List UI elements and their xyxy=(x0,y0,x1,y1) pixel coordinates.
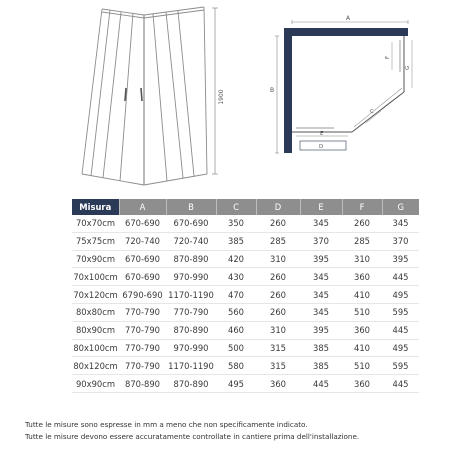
col-header-f: F xyxy=(342,199,382,215)
plan-view-drawing xyxy=(262,10,422,160)
table-cell: 350 xyxy=(216,215,256,232)
table-cell: 870-890 xyxy=(166,375,216,393)
table-cell: 470 xyxy=(216,286,256,304)
table-cell: 870-890 xyxy=(166,250,216,268)
dim-label-c: C xyxy=(370,109,374,115)
table-row xyxy=(72,215,419,232)
table-cell-misura: 70x100cm xyxy=(72,268,119,286)
table-cell-misura: 90x90cm xyxy=(72,375,119,393)
table-cell: 410 xyxy=(342,339,382,357)
table-row xyxy=(72,232,419,250)
height-label: 1900 xyxy=(218,89,225,105)
table-cell: 385 xyxy=(300,357,342,375)
table-cell: 670-690 xyxy=(166,215,216,232)
table-cell: 360 xyxy=(342,321,382,339)
dim-label-a: A xyxy=(346,15,351,22)
table-row xyxy=(72,286,419,304)
wall-top xyxy=(284,28,408,36)
table-cell: 445 xyxy=(382,268,419,286)
col-header-e: E xyxy=(300,199,342,215)
table-cell: 395 xyxy=(382,250,419,268)
table-cell-misura: 70x120cm xyxy=(72,286,119,304)
door-handle-left xyxy=(125,88,126,101)
table-cell: 260 xyxy=(256,215,300,232)
table-cell: 370 xyxy=(382,232,419,250)
footnotes xyxy=(25,419,445,442)
dim-label-d: D xyxy=(319,144,324,150)
table-cell: 420 xyxy=(216,250,256,268)
table-cell: 670-690 xyxy=(119,215,166,232)
table-cell: 260 xyxy=(342,215,382,232)
table-cell: 285 xyxy=(342,232,382,250)
shower-enclosure-drawing xyxy=(40,2,240,192)
table-cell: 360 xyxy=(342,375,382,393)
table-row xyxy=(72,339,419,357)
table-cell: 345 xyxy=(300,286,342,304)
table-cell: 510 xyxy=(342,303,382,321)
wall-left xyxy=(284,28,292,153)
table-cell: 870-890 xyxy=(119,375,166,393)
table-cell: 430 xyxy=(216,268,256,286)
table-cell-misura: 70x90cm xyxy=(72,250,119,268)
table-cell: 410 xyxy=(342,286,382,304)
table-cell: 595 xyxy=(382,303,419,321)
table-cell: 445 xyxy=(300,375,342,393)
dim-label-e: E xyxy=(320,131,324,137)
table-cell: 345 xyxy=(382,215,419,232)
table-cell: 310 xyxy=(342,250,382,268)
table-cell: 500 xyxy=(216,339,256,357)
col-header-b: B xyxy=(166,199,216,215)
size-table xyxy=(72,199,419,393)
table-cell: 315 xyxy=(256,357,300,375)
table-row xyxy=(72,303,419,321)
table-cell: 315 xyxy=(256,339,300,357)
table-cell: 345 xyxy=(300,268,342,286)
table-cell: 395 xyxy=(300,250,342,268)
table-cell: 310 xyxy=(256,250,300,268)
table-cell: 360 xyxy=(342,268,382,286)
col-header-a: A xyxy=(119,199,166,215)
table-cell: 970-990 xyxy=(166,339,216,357)
table-cell: 345 xyxy=(300,215,342,232)
footnote-line: Tutte le misure devono essere accuratamente controllate in cantiere prima dell'installazione. xyxy=(25,431,360,441)
table-cell: 510 xyxy=(342,357,382,375)
table-cell: 970-990 xyxy=(166,268,216,286)
table-cell: 260 xyxy=(256,286,300,304)
table-cell: 1170-1190 xyxy=(166,286,216,304)
table-row xyxy=(72,321,419,339)
table-cell: 345 xyxy=(300,303,342,321)
table-cell-misura: 80x90cm xyxy=(72,321,119,339)
table-cell-misura: 80x80cm xyxy=(72,303,119,321)
table-cell: 260 xyxy=(256,303,300,321)
table-cell: 260 xyxy=(256,268,300,286)
table-cell-misura: 80x100cm xyxy=(72,339,119,357)
table-cell: 495 xyxy=(382,286,419,304)
table-cell: 670-690 xyxy=(119,268,166,286)
table-cell: 445 xyxy=(382,321,419,339)
table-cell: 360 xyxy=(256,375,300,393)
table-cell: 770-790 xyxy=(119,303,166,321)
table-cell: 495 xyxy=(382,339,419,357)
table-cell: 770-790 xyxy=(119,339,166,357)
footnote-line: Tutte le misure sono espresse in mm a meno che non specificamente indicato. xyxy=(25,420,308,429)
table-cell: 385 xyxy=(216,232,256,250)
table-cell-misura: 80x120cm xyxy=(72,357,119,375)
table-cell: 870-890 xyxy=(166,321,216,339)
table-cell: 460 xyxy=(216,321,256,339)
table-cell: 670-690 xyxy=(119,250,166,268)
table-cell-misura: 70x70cm xyxy=(72,215,119,232)
table-row xyxy=(72,375,419,393)
dim-label-g: G xyxy=(405,65,411,70)
table-row xyxy=(72,357,419,375)
dim-label-f: F xyxy=(385,55,391,59)
col-header-d: D xyxy=(256,199,300,215)
table-cell-misura: 75x75cm xyxy=(72,232,119,250)
table-row xyxy=(72,268,419,286)
table-cell: 1170-1190 xyxy=(166,357,216,375)
col-header-g: G xyxy=(382,199,419,215)
table-cell: 595 xyxy=(382,357,419,375)
table-cell: 580 xyxy=(216,357,256,375)
table-cell: 495 xyxy=(216,375,256,393)
table-cell: 395 xyxy=(300,321,342,339)
table-cell: 385 xyxy=(300,339,342,357)
table-cell: 445 xyxy=(382,375,419,393)
table-cell: 370 xyxy=(300,232,342,250)
table-cell: 770-790 xyxy=(119,321,166,339)
table-row xyxy=(72,250,419,268)
table-cell: 720-740 xyxy=(119,232,166,250)
table-cell: 720-740 xyxy=(166,232,216,250)
table-body xyxy=(72,215,419,392)
dim-label-b: B xyxy=(270,87,275,94)
table-cell: 6790-690 xyxy=(119,286,166,304)
table-header-row xyxy=(72,199,419,215)
table-cell: 770-790 xyxy=(119,357,166,375)
table-cell: 560 xyxy=(216,303,256,321)
table-cell: 285 xyxy=(256,232,300,250)
door-handle-right xyxy=(141,88,142,101)
col-header-misura: Misura xyxy=(72,199,119,215)
col-header-c: C xyxy=(216,199,256,215)
table-cell: 770-790 xyxy=(166,303,216,321)
table-cell: 310 xyxy=(256,321,300,339)
